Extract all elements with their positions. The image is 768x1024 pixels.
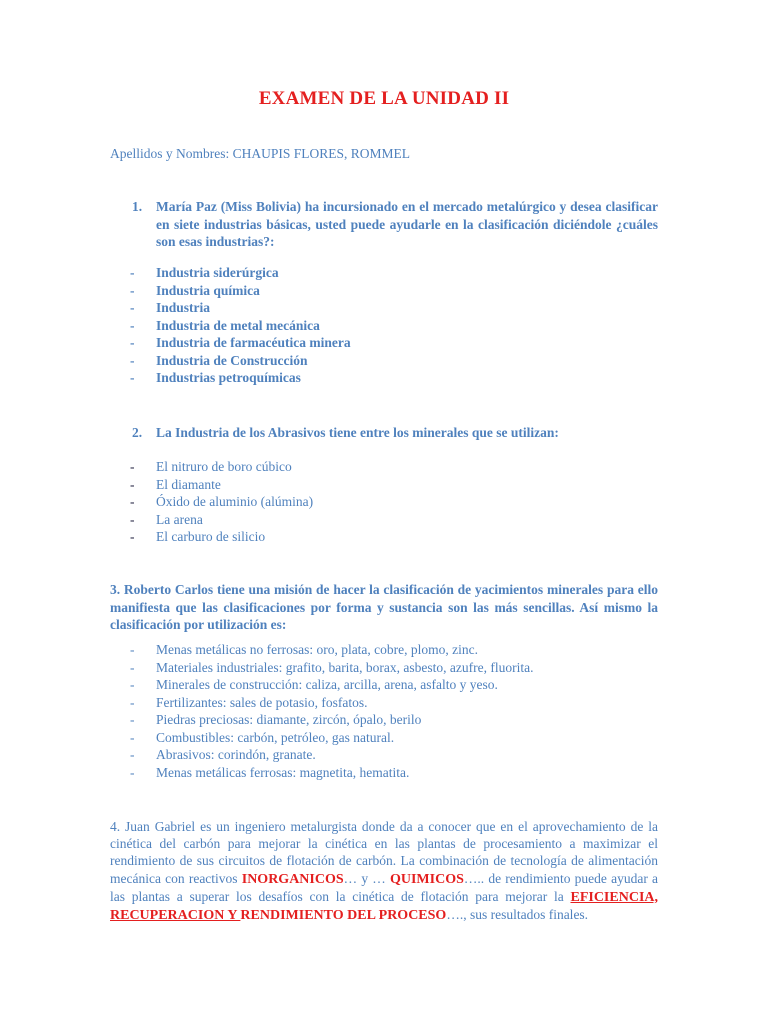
list-item: - Industria siderúrgica — [130, 265, 279, 280]
list-item: - Fertilizantes: sales de potasio, fosfatos. — [130, 694, 368, 710]
list-item: - El nitruro de boro cúbico — [130, 459, 292, 474]
student-line — [110, 146, 410, 162]
answer-quimicos: QUIMICOS — [389, 871, 464, 887]
question-1-answers — [110, 264, 351, 387]
list-item: - Industria de farmacéutica minera — [130, 335, 351, 350]
list-item: - Industrias petroquímicas — [130, 370, 301, 385]
list-item: - Abrasivos: corindón, granate. — [130, 747, 316, 762]
bullet-dash: - — [130, 265, 135, 280]
bullet-dash: - — [130, 352, 135, 368]
list-item: - Industria — [130, 300, 211, 315]
answer-eficiencia: EFICIENCIA, — [570, 889, 658, 905]
bullet-dash: - — [130, 694, 135, 710]
bullet-dash: - — [130, 335, 135, 350]
question-3-text: 3. Roberto Carlos tiene una misión de hacer la clasificación de yacimientos minerales para ello manifiesta que las clasificaciones por forma y sustancia son las más sencillas. Así mismo la clasificación por utilización es: — [110, 582, 658, 632]
page-title: EXAMEN DE LA UNIDAD II — [258, 88, 510, 109]
question-2-text: La Industria de los Abrasivos tiene entre los minerales que se utilizan: — [156, 425, 559, 440]
question-2 — [110, 424, 658, 442]
student-label: Apellidos y Nombres: — [110, 146, 230, 161]
list-item: - Piedras preciosas: diamante, zircón, ópalo, berilo — [130, 712, 422, 727]
bullet-dash: - — [130, 282, 135, 298]
student-name: CHAUPIS FLORES, ROMMEL — [232, 146, 411, 161]
bullet-dash: - — [130, 642, 135, 657]
question-1-text: María Paz (Miss Bolivia) ha incursionado en el mercado metalúrgico y desea clasificar en siete industrias básicas, usted puede ayudarle en la clasificación diciéndole ¿cuáles son esas industrias?: — [156, 199, 658, 249]
list-item: - La arena — [130, 511, 203, 527]
question-1 — [110, 198, 658, 251]
bullet-dash: - — [130, 511, 135, 527]
bullet-dash: - — [130, 370, 135, 385]
bullet-dash: - — [130, 476, 135, 492]
question-4-text: 4. Juan Gabriel es un ingeniero metalurgista donde da a conocer que en el aprovechamiento de la cinética del carbón para mejorar la cinética en las plantas de procesamiento a maximizar el rendimiento de sus circuitos de flotación de carbón. La combinación de tecnología de alimentación mecánica con reactivos INORGANICOS… y … QUIMICOS….. de rendimiento puede ayudar a las plantas a superar los desafíos con la cinética de flotación para mejorar la EFICIENCIA, RECUPERACION Y RENDIMIENTO DEL PROCESO…., sus resultados finales. — [110, 819, 658, 924]
question-3-answers — [110, 641, 534, 781]
bullet-dash: - — [130, 729, 135, 745]
list-item: - Industria de metal mecánica — [130, 317, 320, 333]
list-item: - El diamante — [130, 476, 221, 492]
bullet-dash: - — [130, 677, 135, 692]
question-1-number: 1. — [132, 199, 143, 214]
list-item: - Menas metálicas no ferrosas: oro, plata, cobre, plomo, zinc. — [130, 642, 479, 657]
list-item: - Materiales industriales: grafito, barita, borax, asbesto, azufre, fluorita. — [130, 659, 534, 675]
bullet-dash: - — [130, 764, 135, 780]
list-item: - Menas metálicas ferrosas: magnetita, hematita. — [130, 764, 410, 780]
bullet-dash: - — [130, 300, 135, 315]
bullet-dash: - — [130, 529, 135, 544]
list-item: - El carburo de silicio — [130, 529, 266, 544]
answer-recuperacion: RECUPERACION Y — [110, 908, 241, 924]
list-item: - Minerales de construcción: caliza, arcilla, arena, asfalto y yeso. — [130, 677, 498, 692]
bullet-dash: - — [130, 712, 135, 727]
list-item: - Industria de Construcción — [130, 352, 308, 368]
bullet-dash: - — [130, 459, 135, 474]
bullet-dash: - — [130, 317, 135, 333]
bullet-dash: - — [130, 494, 135, 509]
list-item: - Industria química — [130, 282, 260, 298]
answer-rendimiento: RENDIMIENTO DEL PROCESO — [240, 908, 447, 924]
answer-inorganicos: INORGANICOS — [241, 871, 344, 887]
bullet-dash: - — [130, 747, 135, 762]
bullet-dash: - — [130, 659, 135, 675]
question-2-number: 2. — [132, 425, 143, 440]
question-2-answers — [110, 458, 313, 546]
list-item: - Combustibles: carbón, petróleo, gas natural. — [130, 729, 395, 745]
list-item: - Óxido de aluminio (alúmina) — [130, 494, 314, 509]
